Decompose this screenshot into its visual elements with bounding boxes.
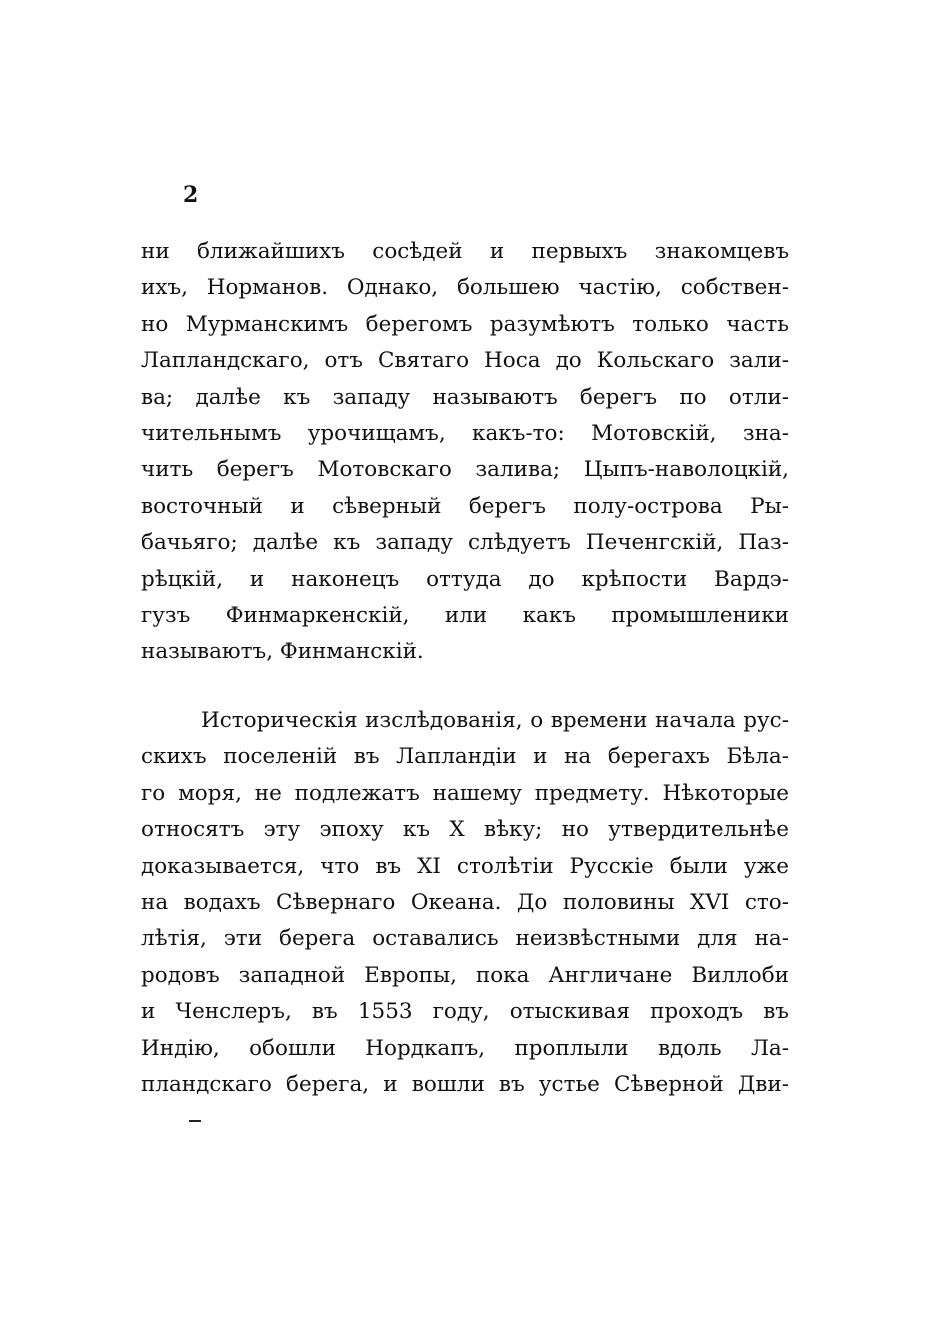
- text-line: восточный и сѣверный берегъ полу-острова Ры-: [141, 493, 789, 519]
- text-line: чить берегъ Мотовскаго залива; Цыпъ-наволоцкій,: [141, 457, 789, 483]
- text-line: доказывается, что въ XI столѣтіи Русскіе были уже: [141, 853, 789, 879]
- text-line: чительнымъ урочищамъ, какъ-то: Мотовскій, зна-: [141, 420, 789, 446]
- text-line: Историческія изслѣдованія, о времени начала рус-: [201, 708, 789, 733]
- text-line: и Ченслеръ, въ 1553 году, отыскивая проходъ въ: [141, 999, 789, 1025]
- text-line: Индію, обошли Нордкапъ, проплыли вдоль Ла-: [141, 1035, 789, 1061]
- text-line: ва; далѣе къ западу называютъ берегъ по отли-: [141, 384, 789, 410]
- text-line: на водахъ Сѣвернаго Океана. До половины XVI сто-: [141, 889, 789, 915]
- text-line: гузъ Финмаркенскій, или какъ промышленики: [141, 602, 789, 628]
- text-line: бачьяго; далѣе къ западу слѣдуетъ Печенгскій, Паз-: [141, 530, 789, 556]
- page-number: 2: [183, 182, 199, 208]
- text-line: го моря, не подлежатъ нашему предмету. Нѣкоторые: [141, 780, 789, 806]
- text-line: Лапландскаго, отъ Святаго Носа до Кольскаго зали-: [141, 348, 789, 374]
- paragraph-2: [141, 703, 789, 1103]
- text-line: рѣцкій, и наконецъ оттуда до крѣпости Вардэ-: [141, 566, 789, 592]
- text-line: родовъ западной Европы, пока Англичане Виллоби: [141, 962, 789, 988]
- text-line: скихъ поселеній въ Лапландіи и на берегахъ Бѣла-: [141, 744, 789, 770]
- text-line: пландскаго берега, и вошли въ устье Сѣверной Дви-: [141, 1071, 789, 1097]
- text-line: лѣтія, эти берега оставались неизвѣстными для на-: [141, 926, 789, 952]
- print-mark: [189, 1120, 201, 1122]
- text-line: называютъ, Финманскій.: [141, 639, 424, 665]
- text-line: ихъ, Норманов. Однако, большею частію, собствен-: [141, 275, 789, 301]
- text-line: но Мурманскимъ берегомъ разумѣютъ только часть: [141, 311, 789, 337]
- text-line: ни ближайшихъ сосѣдей и первыхъ знакомцевъ: [141, 239, 789, 264]
- paragraph-1: [141, 234, 789, 671]
- text-line: относятъ эту эпоху къ X вѣку; но утвердительнѣе: [141, 817, 789, 843]
